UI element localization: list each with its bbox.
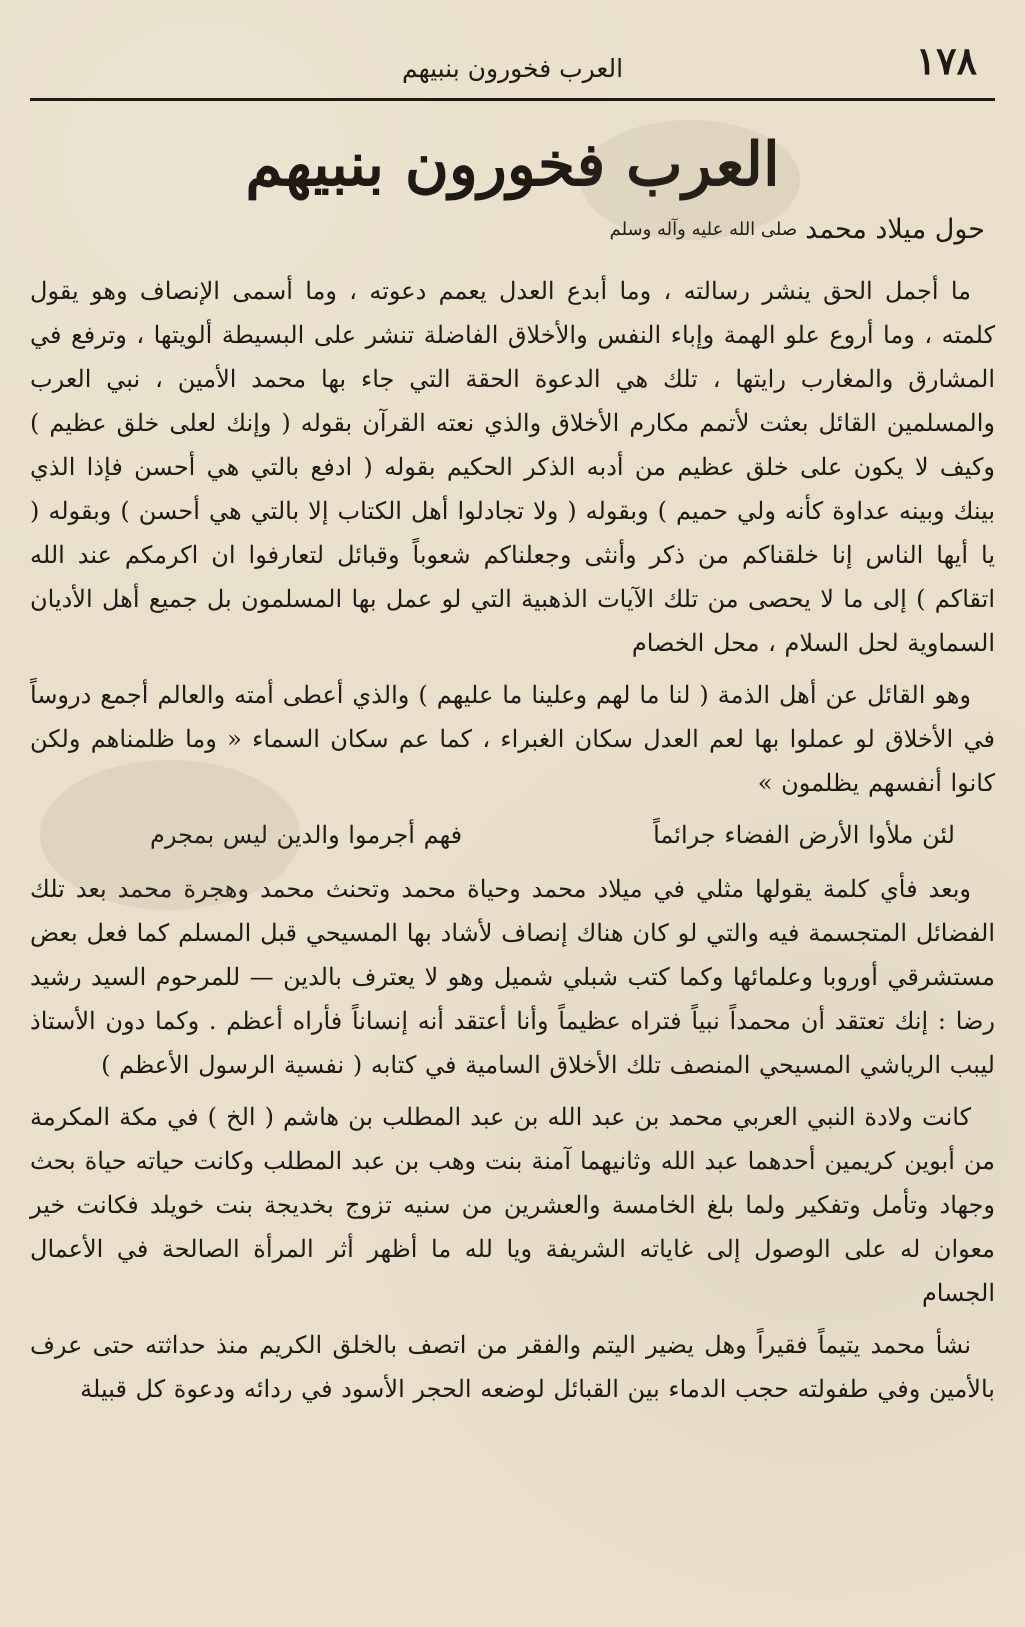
- paragraph-4: كانت ولادة النبي العربي محمد بن عبد الله بن عبد المطلب بن هاشم ( الخ ) في مكة المكرمة من أبوين كريمين أحدهما عبد الله وثانيهما آمنة بنت وهب بن عبد المطلب وكانت حياته حياة بحث وجهاد وتأمل وتفكير ولما بلغ الخامسة والعشرين من سنيه تزوج بخديجة بنت خويلد فكانت خير معوان له على الوصول إلى غاياته الشريفة ويا لله ما أظهر أثر المرأة الصالحة في الأعمال الجسام: [30, 1103, 995, 1307]
- page-header: [30, 38, 995, 88]
- article-subtitle-row: [30, 216, 995, 243]
- poetic-verse: [30, 813, 995, 857]
- honorific-phrase: صلى الله عليه وآله وسلم: [609, 218, 798, 240]
- article-subtitle: حول ميلاد محمد: [805, 214, 985, 245]
- article-body: [30, 269, 995, 1411]
- paragraph-5: نشأ محمد يتيماً فقيراً وهل يضير اليتم والفقر من اتصف بالخلق الكريم منذ حداثته حتى عرف بالأمين وفي طفولته حجب الدماء بين القبائل لوضعه الحجر الأسود في ردائه ودعوة كل قبيلة: [30, 1331, 995, 1403]
- page-number: ١٧٨: [915, 38, 977, 83]
- verse-hemistich-2: فهم أجرموا والدين ليس بمجرم: [150, 821, 463, 849]
- paragraph-3: وبعد فأي كلمة يقولها مثلي في ميلاد محمد وحياة محمد وتحنث محمد وهجرة محمد بعد تلك الفضائل المتجسمة فيه والتي لو كان هناك إنصاف لأشاد بها المسيحي قبل المسلم كما فعل بعض مستشرقي أوروبا وعلمائها وكما كتب شبلي شميل وهو لا يعترف بالدين — للمرحوم السيد رشيد رضا : إنك تعتقد أن محمداً نبياً فتراه عظيماً وأنا أعتقد أنه إنساناً فأراه أعظم . وكما دون الأستاذ ليبب الرياشي المسيحي المنصف تلك الأخلاق السامية في كتابه ( نفسية الرسول الأعظم ): [30, 875, 995, 1079]
- verse-hemistich-1: لئن ملأوا الأرض الفضاء جرائماً: [653, 821, 955, 849]
- article-title: العرب فخورون بنبيهم: [245, 130, 780, 200]
- header-rule: [30, 98, 995, 101]
- running-title: العرب فخورون بنبيهم: [401, 54, 624, 83]
- paragraph-2: وهو القائل عن أهل الذمة ( لنا ما لهم وعلينا ما عليهم ) والذي أعطى أمته والعالم أجمع دروساً في الأخلاق لو عملوا بها لعم العدل سكان الغبراء ، كما عم سكان السماء « وما ظلمناهم ولكن كانوا أنفسهم يظلمون »: [30, 681, 995, 797]
- paragraph-1: ما أجمل الحق ينشر رسالته ، وما أبدع العدل يعمم دعوته ، وما أسمى الإنصاف وهو يقول كلمته ، وما أروع علو الهمة وإباء النفس والأخلاق الفاضلة تنشر على البسيطة ألويتها ، وترفع في المشارق والمغارب رايتها ، تلك هي الدعوة الحقة التي جاء بها محمد الأمين ، نبي العرب والمسلمين القائل بعثت لأتمم مكارم الأخلاق والذي نعته القرآن بقوله ( وإنك لعلى خلق عظيم ) وكيف لا يكون على خلق عظيم من أدبه الذكر الحكيم بقوله ( ادفع بالتي هي أحسن فإذا الذي بينك وبينه عداوة كأنه ولي حميم ) وبقوله ( ولا تجادلوا أهل الكتاب إلا بالتي هي أحسن ) وبقوله ( يا أيها الناس إنا خلقناكم من ذكر وأنثى وجعلناكم شعوباً وقبائل لتعارفوا ان اكرمكم عند الله اتقاكم ) إلى ما لا يحصى من تلك الآيات الذهبية التي لو عمل بها المسلمون بل جميع أهل الأديان السماوية لحل السلام ، محل الخصام: [30, 277, 995, 657]
